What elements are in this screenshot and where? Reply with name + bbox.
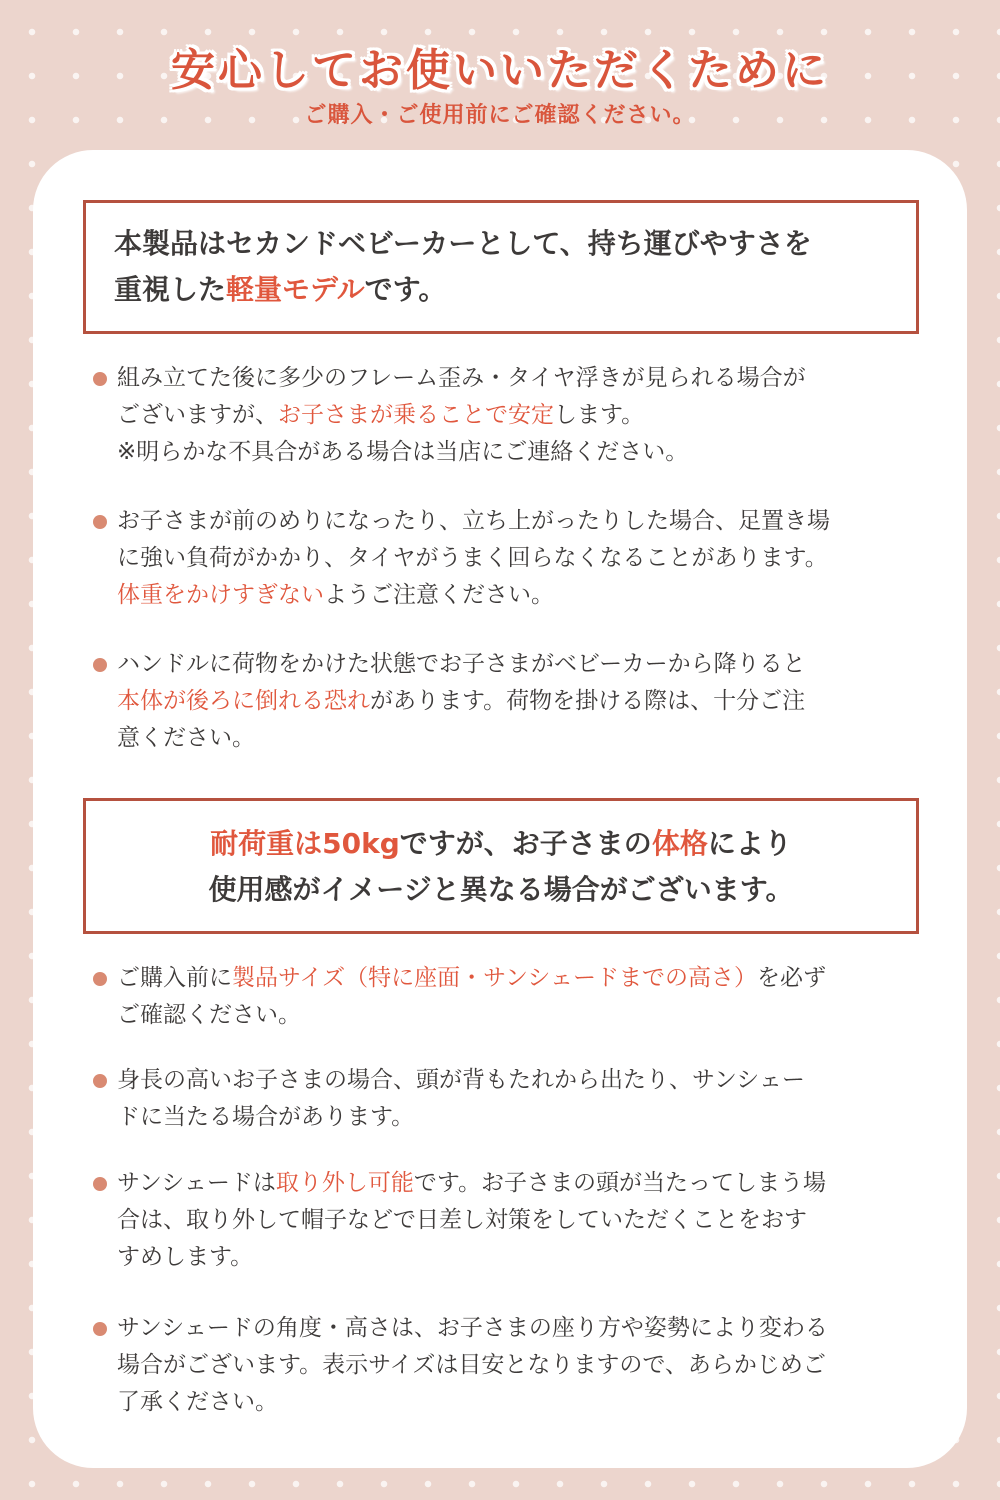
item-line bbox=[117, 683, 913, 720]
item-line: 了承ください。 bbox=[117, 1389, 278, 1415]
item-highlight: 取り外し可能 bbox=[275, 1170, 414, 1196]
bullet-dot-icon bbox=[93, 658, 107, 672]
notice-box-load-capacity bbox=[83, 798, 919, 934]
bullet-dot-icon bbox=[93, 515, 107, 529]
item-line: ※明らかな不具合がある場合は当店にご連絡ください。 bbox=[117, 439, 689, 465]
item-line: すめします。 bbox=[117, 1244, 254, 1270]
list-item bbox=[93, 960, 913, 1034]
content-card bbox=[33, 150, 967, 1468]
item-line: お子さまが前のめりになったり、立ち上がったりした場合、足置き場 bbox=[117, 508, 830, 534]
box1-line2 bbox=[114, 267, 916, 313]
box2-highlight: 体格 bbox=[651, 827, 708, 860]
bullet-dot-icon bbox=[93, 372, 107, 386]
list-item bbox=[93, 503, 913, 614]
page-subtitle: ご購入・ご使用前にご確認ください。 bbox=[304, 103, 696, 128]
item-text: ようご注意ください。 bbox=[324, 582, 554, 608]
box1-highlight: 軽量モデル bbox=[226, 273, 365, 306]
list-item bbox=[93, 360, 913, 471]
box1-text: 重視した bbox=[114, 273, 227, 306]
box2-text: ですが、お子さまの bbox=[399, 827, 652, 860]
box2-line2: 使用感がイメージと異なる場合がございます。 bbox=[208, 873, 794, 906]
box2-text: により bbox=[707, 827, 792, 860]
item-line: 身長の高いお子さまの場合、頭が背もたれから出たり、サンシェー bbox=[117, 1067, 805, 1093]
item-text: です。お子さまの頭が当たってしまう場 bbox=[413, 1170, 826, 1196]
box2-line1 bbox=[86, 821, 916, 867]
item-line: に強い負荷がかかり、タイヤがうまく回らなくなることがあります。 bbox=[117, 545, 828, 571]
box1-text-end: です。 bbox=[364, 273, 447, 306]
item-text: ございますが、 bbox=[117, 402, 278, 428]
box2-highlight: 耐荷重は50kg bbox=[210, 827, 400, 860]
item-line: 組み立てた後に多少のフレーム歪み・タイヤ浮きが見られる場合が bbox=[117, 365, 806, 391]
item-line bbox=[117, 1165, 913, 1202]
item-line: サンシェードの角度・高さは、お子さまの座り方や姿勢により変わる bbox=[117, 1315, 828, 1341]
bullet-dot-icon bbox=[93, 1074, 107, 1088]
item-highlight: 製品サイズ（特に座面・サンシェードまでの高さ） bbox=[232, 965, 757, 991]
item-line: ドに当たる場合があります。 bbox=[117, 1104, 415, 1130]
item-text: サンシェードは bbox=[117, 1170, 276, 1196]
page-title: 安心してお使いいただくために bbox=[171, 45, 829, 96]
item-line bbox=[117, 577, 913, 614]
list-item bbox=[93, 1062, 913, 1136]
bullet-dot-icon bbox=[93, 1177, 107, 1191]
item-highlight: お子さまが乗ることで安定 bbox=[278, 402, 554, 428]
item-highlight: 体重をかけすぎない bbox=[117, 582, 324, 608]
item-line: 場合がございます。表示サイズは目安となりますので、あらかじめご bbox=[117, 1352, 826, 1378]
list-item bbox=[93, 646, 913, 757]
item-line: 意ください。 bbox=[117, 725, 255, 751]
item-text: します。 bbox=[554, 402, 645, 428]
notice-box-lightweight bbox=[83, 200, 919, 334]
item-text: ご購入前に bbox=[117, 965, 232, 991]
item-line bbox=[117, 960, 913, 997]
item-line: ご確認ください。 bbox=[117, 1002, 301, 1028]
item-line: ハンドルに荷物をかけた状態でお子さまがベビーカーから降りると bbox=[117, 651, 806, 677]
item-text: があります。荷物を掛ける際は、十分ご注 bbox=[370, 688, 806, 714]
list-item bbox=[93, 1310, 913, 1421]
list-item bbox=[93, 1165, 913, 1276]
item-text: を必ず bbox=[756, 965, 826, 991]
item-highlight: 本体が後ろに倒れる恐れ bbox=[117, 688, 370, 714]
bullet-dot-icon bbox=[93, 972, 107, 986]
item-line bbox=[117, 397, 913, 434]
box1-line1: 本製品はセカンドベビーカーとして、持ち運びやすさを bbox=[114, 227, 812, 260]
item-line: 合は、取り外して帽子などで日差し対策をしていただくことをおす bbox=[117, 1207, 807, 1233]
bullet-dot-icon bbox=[93, 1322, 107, 1336]
